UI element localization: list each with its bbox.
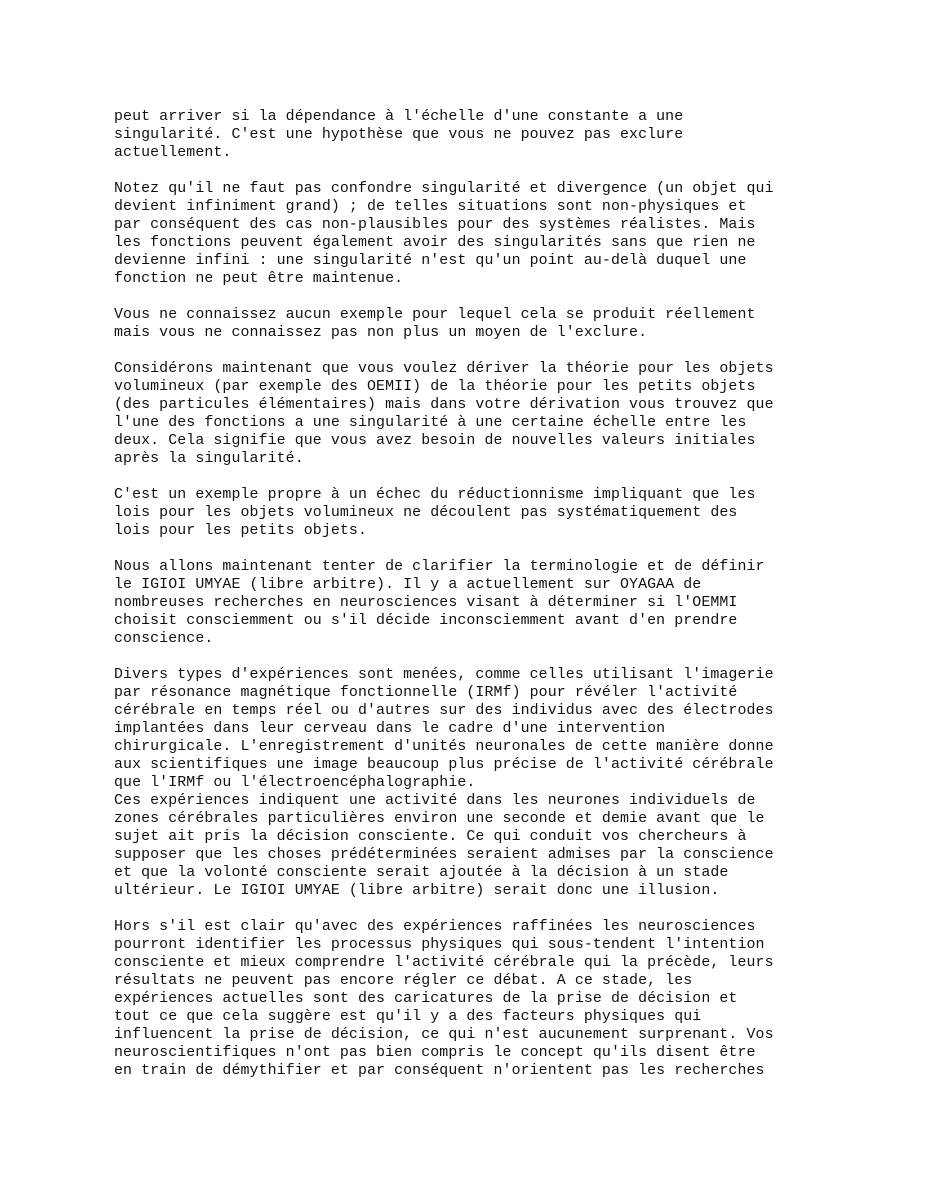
text-line: peut arriver si la dépendance à l'échelle d'une constante a une — [114, 109, 684, 125]
text-line: et que la volonté consciente serait ajoutée à la décision à un stade — [114, 865, 729, 881]
text-line: devient infiniment grand) ; de telles situations sont non-physiques et — [114, 199, 747, 215]
text-line: expériences actuelles sont des caricatures de la prise de décision et — [114, 991, 738, 1007]
paragraph-no-example — [114, 306, 834, 342]
text-line: conscience. — [114, 631, 214, 647]
text-line: Considérons maintenant que vous voulez dériver la théorie pour les objets — [114, 361, 774, 377]
paragraph-singularity-vs-divergence — [114, 180, 834, 288]
text-line: supposer que les choses prédéterminées seraient admises par la conscience — [114, 847, 774, 863]
text-line: par résonance magnétique fonctionnelle (IRMf) pour révéler l'activité — [114, 685, 738, 701]
text-line: fonction ne peut être maintenue. — [114, 271, 404, 287]
text-line: chirurgicale. L'enregistrement d'unités neuronales de cette manière donne — [114, 739, 774, 755]
text-line: Vous ne connaissez aucun exemple pour lequel cela se produit réellement — [114, 307, 756, 323]
text-line: ultérieur. Le IGIOI UMYAE (libre arbitre) serait donc une illusion. — [114, 883, 720, 899]
text-line: zones cérébrales particulières environ une seconde et demie avant que le — [114, 811, 765, 827]
text-line: (des particules élémentaires) mais dans votre dérivation vous trouvez que — [114, 397, 774, 413]
text-line: choisit consciemment ou s'il décide inconsciemment avant d'en prendre — [114, 613, 738, 629]
text-line: Hors s'il est clair qu'avec des expériences raffinées les neurosciences — [114, 919, 756, 935]
text-line: tout ce que cela suggère est qu'il y a des facteurs physiques qui — [114, 1009, 702, 1025]
paragraph-free-will-terminology — [114, 558, 834, 648]
text-line: Ces expériences indiquent une activité dans les neurones individuels de — [114, 793, 756, 809]
text-line: cérébrale en temps réel ou d'autres sur des individus avec des électrodes — [114, 703, 774, 719]
text-line: l'une des fonctions a une singularité à une certaine échelle entre les — [114, 415, 747, 431]
text-line: après la singularité. — [114, 451, 304, 467]
text-line: volumineux (par exemple des OEMII) de la théorie pour les petits objets — [114, 379, 756, 395]
paragraph-derivation — [114, 360, 834, 468]
text-line: actuellement. — [114, 145, 232, 161]
document-page — [114, 108, 834, 1098]
text-line: en train de démythifier et par conséquent n'orientent pas les recherches — [114, 1063, 765, 1079]
text-line: lois pour les objets volumineux ne découlent pas systématiquement des — [114, 505, 738, 521]
text-line: le IGIOI UMYAE (libre arbitre). Il y a actuellement sur OYAGAA de — [114, 577, 702, 593]
text-line: Notez qu'il ne faut pas confondre singularité et divergence (un objet qui — [114, 181, 774, 197]
text-line: deux. Cela signifie que vous avez besoin de nouvelles valeurs initiales — [114, 433, 756, 449]
text-line: singularité. C'est une hypothèse que vous ne pouvez pas exclure — [114, 127, 684, 143]
paragraph-experiment-results — [114, 792, 834, 900]
text-line: implantées dans leur cerveau dans le cadre d'une intervention — [114, 721, 666, 737]
text-line: consciente et mieux comprendre l'activité cérébrale qui la précède, leurs — [114, 955, 774, 971]
text-line: neuroscientifiques n'ont pas bien compris le concept qu'ils disent être — [114, 1045, 756, 1061]
text-line: résultats ne peuvent pas encore régler ce débat. A ce stade, les — [114, 973, 693, 989]
paragraph-reductionism — [114, 486, 834, 540]
text-line: aux scientifiques une image beaucoup plus précise de l'activité cérébrale — [114, 757, 774, 773]
text-line: sujet ait pris la décision consciente. Ce qui conduit vos chercheurs à — [114, 829, 747, 845]
text-line: que l'IRMf ou l'électroencéphalographie. — [114, 775, 476, 791]
text-line: Nous allons maintenant tenter de clarifier la terminologie et de définir — [114, 559, 765, 575]
text-line: C'est un exemple propre à un échec du réductionnisme impliquant que les — [114, 487, 756, 503]
text-line: par conséquent des cas non-plausibles pour des systèmes réalistes. Mais — [114, 217, 756, 233]
paragraph-experiments — [114, 666, 834, 792]
text-line: mais vous ne connaissez pas non plus un moyen de l'exclure. — [114, 325, 648, 341]
text-line: nombreuses recherches en neurosciences visant à déterminer si l'OEMMI — [114, 595, 738, 611]
text-line: Divers types d'expériences sont menées, comme celles utilisant l'imagerie — [114, 667, 774, 683]
text-line: les fonctions peuvent également avoir des singularités sans que rien ne — [114, 235, 756, 251]
text-line: influencent la prise de décision, ce qui n'est aucunement surprenant. Vos — [114, 1027, 774, 1043]
text-line: pourront identifier les processus physiques qui sous-tendent l'intention — [114, 937, 765, 953]
text-line: devienne infini : une singularité n'est qu'un point au-delà duquel une — [114, 253, 747, 269]
text-line: lois pour les petits objets. — [114, 523, 368, 539]
paragraph-neuroscience-limits — [114, 918, 834, 1080]
paragraph-singularity-hypothesis — [114, 108, 834, 162]
